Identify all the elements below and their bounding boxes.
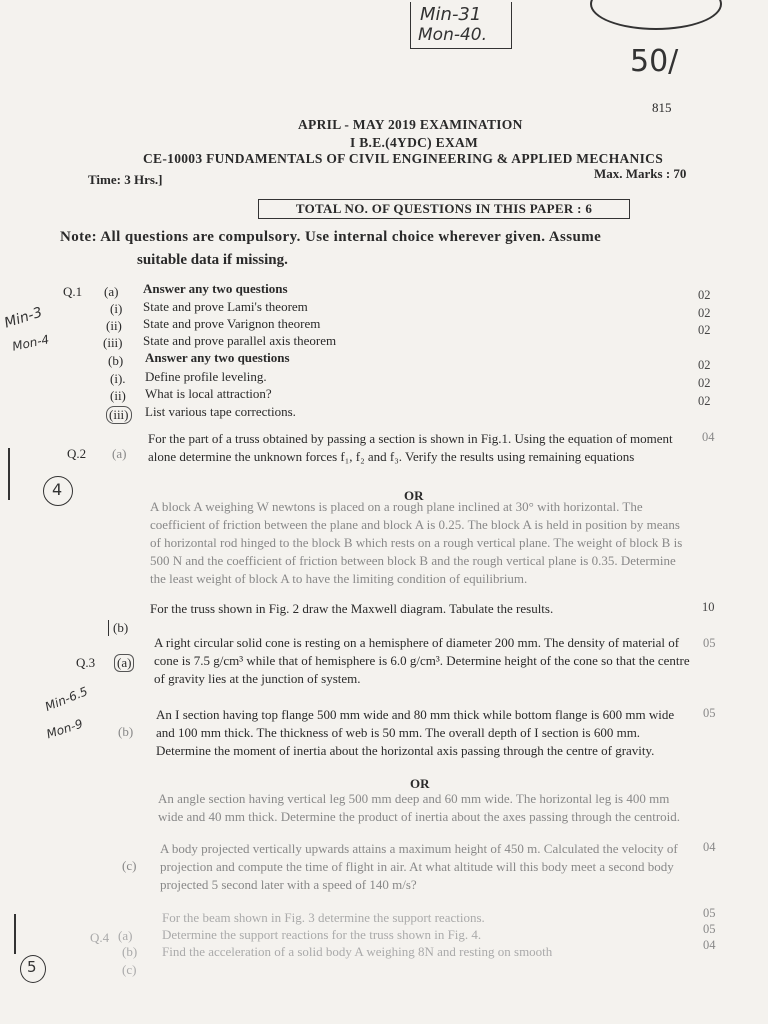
q4-a-marks: 05 — [703, 906, 716, 920]
q3-c-marks: 04 — [703, 840, 716, 854]
q2-circle-number: 4 — [52, 480, 63, 499]
q3-or-text: An angle section having vertical leg 500 mm deep and 60 mm wide. The horizontal leg is 400 mm wide and 40 mm thick. Determine the product of inertia about the axes passing through the centroid. — [158, 791, 681, 824]
max-marks: Max. Marks : 70 — [594, 166, 687, 181]
q1-a-label: (a) — [104, 284, 119, 299]
q1-b-iii-text: List various tape corrections. — [145, 404, 296, 419]
q1-a-iii-marks: 02 — [698, 323, 711, 337]
q4-b-marks: 05 — [703, 922, 716, 936]
q3-a-label: (a) — [114, 654, 134, 672]
q4-b-text: Determine the support reactions for the truss shown in Fig. 4. — [162, 927, 482, 942]
q2-or-text: A block A weighing W newtons is placed on a rough plane inclined at 30° with horizontal. The coefficient of friction between the plane and block A is 0.25. The block A is held in position by means of horizontal rod hinged to the block B which rests on a rough vertical plane. The weight of block B is 500 N and the coefficient of friction between block B and the rough vertical plane is 0.35. Determine the least weight of block A to have the limiting condition of equilibrium. — [150, 499, 683, 586]
q4-b-label: (b) — [122, 944, 138, 959]
q1-a-iii-label: (iii) — [103, 335, 123, 350]
exam-title: APRIL - MAY 2019 EXAMINATION — [298, 117, 523, 132]
handwritten-box-line2: Mon-40. — [418, 25, 488, 45]
q1-a-ii-marks: 02 — [698, 306, 711, 320]
q1-a-i-text: State and prove Lami's theorem — [143, 299, 308, 314]
q4-a-label: (a) — [118, 928, 133, 943]
q1-a-ii-label: (ii) — [106, 318, 122, 333]
q1-a-title: Answer any two questions — [143, 281, 288, 296]
q4-c-text: Find the acceleration of a solid body A weighing 8N and resting on smooth — [162, 944, 553, 959]
q1-b-ii-marks: 02 — [698, 376, 711, 390]
note-line1: Note: All questions are compulsory. Use internal choice wherever given. Assume — [60, 229, 602, 245]
q3-c-text: A body projected vertically upwards attains a maximum height of 450 m. Calculated the velocity of projection and compute the time of flight in air. At what altitude will this body meet a second body projected 5 second later with a speed of 140 m/s? — [160, 841, 678, 892]
q3-b-label: (b) — [118, 724, 134, 739]
q3-a-marks: 05 — [703, 636, 716, 650]
q1-a-iii-text: State and prove parallel axis theorem — [143, 333, 337, 348]
q3-c-label: (c) — [122, 858, 137, 873]
q1-handwritten-max: Mon-4 — [10, 332, 51, 354]
q2-margin-bar — [8, 448, 10, 500]
q3-or: OR — [410, 776, 430, 791]
q4-c-marks: 04 — [703, 938, 716, 952]
q1-b-title: Answer any two questions — [145, 350, 290, 365]
q1-b-iii-marks: 02 — [698, 394, 711, 408]
q2-or: OR — [404, 488, 424, 503]
q2-b-marks: 10 — [702, 600, 715, 614]
q1-a-i-label: (i) — [110, 301, 123, 316]
q2-b-label: (b) — [108, 620, 128, 636]
q3-handwritten-min: Min-6.5 — [43, 684, 90, 714]
q1-b-i-marks: 02 — [698, 358, 711, 372]
q4-number: Q.4 — [90, 930, 110, 945]
q3-number: Q.3 — [76, 655, 96, 670]
q1-b-i-label: (i). — [110, 371, 126, 386]
q3-a-text: A right circular solid cone is resting on a hemisphere of diameter 200 mm. The density of material of cone is 7.5 g/cm³ while that of hemisphere is 6.0 g/cm³. Determine height of the cone so that the centre of gravity lies at the junction of system. — [154, 635, 690, 686]
q1-b-i-text: Define profile leveling. — [145, 369, 267, 384]
q1-handwritten-min: Min-3 — [2, 304, 45, 332]
q4-margin-bar — [14, 914, 16, 954]
q1-b-iii-label: (iii) — [106, 406, 132, 424]
q1-a-ii-text: State and prove Varignon theorem — [143, 316, 321, 331]
q1-a-i-marks: 02 — [698, 288, 711, 302]
q4-c-label: (c) — [122, 962, 137, 977]
handwritten-box-line1: Min-31 — [420, 4, 482, 25]
q4-a-text: For the beam shown in Fig. 3 determine the support reactions. — [162, 910, 485, 925]
q2-number: Q.2 — [67, 446, 87, 461]
q1-b-ii-text: What is local attraction? — [145, 386, 272, 401]
course-title: I B.E.(4YDC) EXAM — [350, 135, 479, 150]
total-questions-box: TOTAL NO. OF QUESTIONS IN THIS PAPER : 6 — [258, 199, 630, 219]
q1-b-ii-label: (ii) — [110, 388, 126, 403]
q2-a-text: For the part of a truss obtained by passing a section is shown in Fig.1. Using the equation of moment alone determine the unknown forces f₁, f₂ and f₃. Verify the results using remaining equations — [148, 431, 673, 464]
handwritten-oval — [590, 0, 722, 30]
q1-b-label: (b) — [108, 353, 124, 368]
time-label: Time: 3 Hrs.] — [88, 172, 163, 187]
subject-title: CE-10003 FUNDAMENTALS OF CIVIL ENGINEERING & APPLIED MECHANICS — [143, 151, 664, 166]
handwritten-score: 50/ — [630, 44, 679, 79]
note-line2: suitable data if missing. — [137, 252, 288, 268]
q4-circle-number: 5 — [27, 958, 37, 976]
q2-a-label: (a) — [112, 446, 127, 461]
q3-b-text: An I section having top flange 500 mm wide and 80 mm thick while bottom flange is 600 mm wide and 100 mm thick. The thickness of web is 50 mm. The overall depth of I section is 600 mm. Determine the moment of inertia about the horizontal axis passing through the centre of gravity. — [156, 707, 675, 758]
q3-b-marks: 05 — [703, 706, 716, 720]
q2-b-text: For the truss shown in Fig. 2 draw the Maxwell diagram. Tabulate the results. — [150, 601, 554, 616]
q1-number: Q.1 — [63, 284, 83, 299]
q3-handwritten-max: Mon-9 — [44, 716, 85, 742]
paper-code: 815 — [652, 100, 672, 115]
q2-a-marks: 04 — [702, 430, 715, 444]
